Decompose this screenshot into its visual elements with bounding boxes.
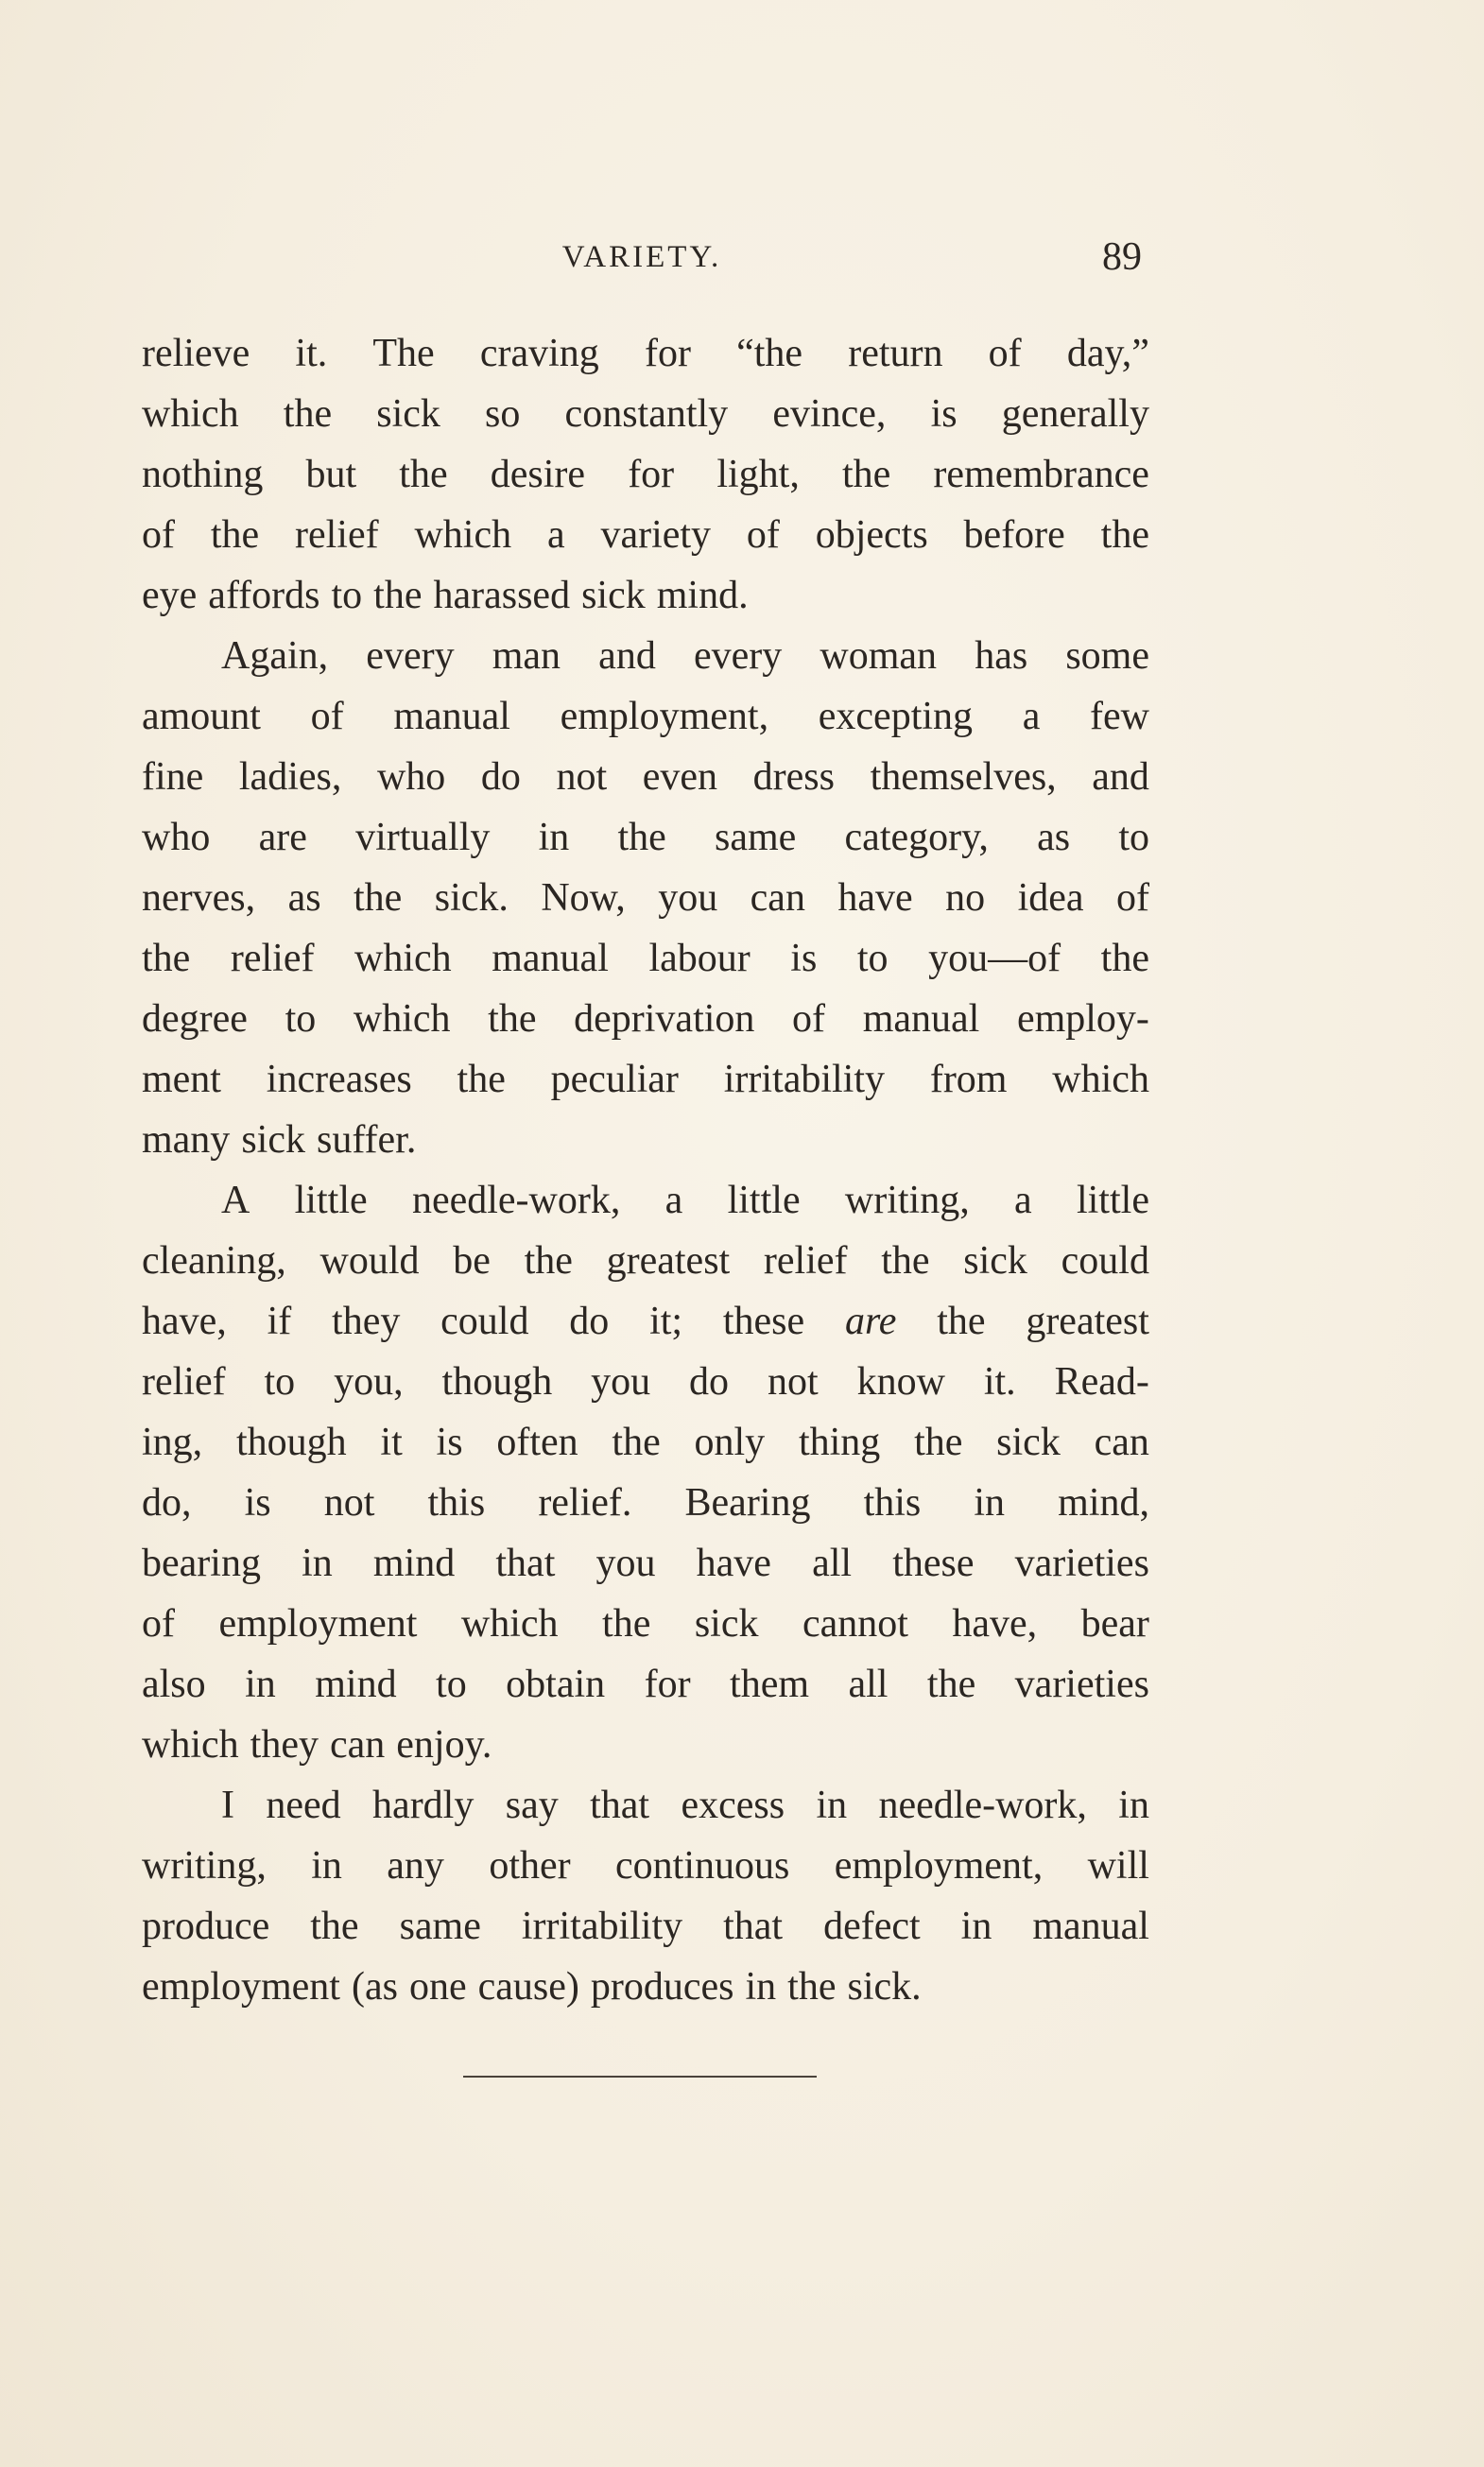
word: to [856,937,889,980]
word: this [863,1481,922,1525]
word: in [1118,1784,1149,1827]
word: not [767,1360,819,1404]
word: have, [952,1602,1038,1646]
word: the [457,1058,506,1101]
word: “the [736,332,803,375]
text-line [142,444,1149,505]
word: sick. [847,1965,922,2009]
text-line [142,1836,1149,1896]
word: the [310,1905,359,1948]
word: do [689,1360,730,1404]
word: idea [1017,876,1084,920]
word: all [812,1542,853,1585]
word: mind [315,1663,397,1706]
text-line [142,747,1149,807]
text-line [142,1170,1149,1231]
word: excepting [818,695,974,738]
word: have [837,876,913,920]
word: the [210,513,260,557]
word: for [644,1663,691,1706]
word: you, [334,1360,404,1404]
word: eye [142,574,198,617]
word: irritability [723,1058,886,1101]
word: employment [142,1965,340,2009]
word: that [495,1542,556,1585]
word: man [492,634,561,678]
word: (as [351,1965,398,2009]
word: every [366,634,455,678]
word: nerves, [142,876,256,920]
word: so [485,392,521,436]
word: return [848,332,943,375]
word: from [929,1058,1008,1101]
word: they [250,1723,319,1767]
word: the [617,816,666,859]
word: same [399,1905,481,1948]
text-line [142,1412,1149,1473]
word: is [790,937,818,980]
word: generally [1001,392,1149,436]
word: even [642,755,718,799]
word: in [960,1905,992,1948]
word: to [436,1663,467,1706]
word: in [311,1844,342,1888]
word: category, [844,816,989,859]
word: enjoy. [396,1723,492,1767]
word: A [221,1179,250,1222]
word: the [881,1239,930,1283]
word: in [302,1542,333,1585]
word: relief [763,1239,848,1283]
word: relief [230,937,315,980]
word: will [1087,1844,1149,1888]
word: affords [208,574,320,617]
word: can [329,1723,386,1767]
word: can [1094,1421,1149,1464]
text-line [142,384,1149,444]
text-line [142,989,1149,1049]
text-line [142,1896,1149,1957]
word: who [142,816,211,859]
word: in [816,1784,848,1827]
word: manual [393,695,510,738]
word: the [841,453,891,496]
word: though [441,1360,553,1404]
word: the [488,997,537,1041]
word: the [1100,513,1149,557]
word: be [453,1239,491,1283]
word: that [723,1905,784,1948]
text-line [142,807,1149,868]
word: as [1037,816,1071,859]
word: increases [266,1058,412,1101]
word: sick. [434,876,509,920]
word: are [844,1300,897,1343]
word: peculiar [550,1058,679,1101]
word: is [244,1481,271,1525]
word: before [963,513,1065,557]
word: few [1090,695,1149,738]
word: degree [142,997,248,1041]
word: sick [694,1602,759,1646]
word: for [628,453,675,496]
text-line [142,868,1149,928]
word: fine [142,755,204,799]
text-line [142,1473,1149,1533]
word: themselves, [870,755,1057,799]
word: produce [142,1905,270,1948]
word: also [142,1663,206,1706]
text-line [142,505,1149,565]
word: greatest [1026,1300,1149,1343]
word: any [387,1844,444,1888]
word: one [408,1965,467,2009]
word: needle-work, [878,1784,1087,1827]
word: dress [752,755,835,799]
word: it. [295,332,328,375]
word: of [792,997,826,1041]
word: Again, [221,634,329,678]
word: constantly [564,392,729,436]
text-line [142,686,1149,747]
word: sick [963,1239,1027,1283]
word: relieve [142,332,250,375]
body-text [142,323,1149,2017]
word: you [658,876,718,920]
word: employ- [1016,997,1149,1041]
word: some [1065,634,1149,678]
word: to [1118,816,1149,859]
word: the [787,1965,837,2009]
word: nothing [142,453,264,496]
word: and [1092,755,1149,799]
word: that [590,1784,650,1827]
word: the [283,392,333,436]
word: which [142,1723,239,1767]
word: it; [649,1300,683,1343]
word: to [331,574,363,617]
word: it [380,1421,403,1464]
word: I [221,1784,234,1827]
word: are [258,816,307,859]
word: which [142,392,239,436]
word: you—of [928,937,1061,980]
word: employment, [560,695,769,738]
word: Bearing [684,1481,811,1525]
word: but [305,453,357,496]
word: other [489,1844,571,1888]
text-line [142,1049,1149,1110]
word: varieties [1014,1663,1149,1706]
word: the [937,1300,986,1343]
text-line [142,1231,1149,1291]
word: deprivation [574,997,755,1041]
word: for [644,332,691,375]
word: of [310,695,344,738]
word: little [727,1179,801,1222]
word: in [974,1481,1006,1525]
word: objects [815,513,928,557]
word: of [142,1602,175,1646]
word: to [285,997,317,1041]
section-end-rule [463,2076,817,2078]
word: every [693,634,783,678]
word: relief [295,513,379,557]
word: you [591,1360,651,1404]
text-line [142,1594,1149,1654]
word: is [930,392,958,436]
word: sick [996,1421,1061,1464]
word: defect [823,1905,921,1948]
word: continuous [615,1844,790,1888]
word: obtain [506,1663,606,1706]
word: manual [1032,1905,1149,1948]
word: excess [681,1784,785,1827]
text-line [142,1352,1149,1412]
word: bearing [142,1542,261,1585]
word: sick [241,1118,305,1162]
word: the [142,937,191,980]
word: thing [798,1421,881,1464]
word: the [399,453,448,496]
word: relief [142,1360,226,1404]
word: it. [983,1360,1016,1404]
text-line [142,1110,1149,1170]
word: which [414,513,512,557]
word: not [556,755,608,799]
word: ing, [142,1421,203,1464]
text-line [142,1957,1149,2017]
word: often [496,1421,578,1464]
word: a [1014,1179,1032,1222]
word: you [595,1542,656,1585]
text-line [142,1291,1149,1352]
word: could [440,1300,529,1343]
word: varieties [1014,1542,1149,1585]
word: manual [492,937,609,980]
word: all [848,1663,889,1706]
word: do, [142,1481,192,1525]
word: sick [376,392,440,436]
text-line [142,928,1149,989]
word: the [354,876,403,920]
word: irritability [521,1905,683,1948]
word: a [1022,695,1041,738]
word: the [373,574,423,617]
word: need [266,1784,341,1827]
word: little [294,1179,368,1222]
word: a [664,1179,683,1222]
word: know [856,1360,945,1404]
word: light, [716,453,800,496]
word: them [730,1663,810,1706]
word: Now, [541,876,626,920]
word: cleaning, [142,1239,286,1283]
word: which [1052,1058,1149,1101]
word: craving [479,332,599,375]
word: which [460,1602,559,1646]
word: this [427,1481,486,1525]
word: mind, [1058,1481,1149,1525]
word: virtually [355,816,491,859]
word: in [245,1663,276,1706]
word: to [264,1360,296,1404]
running-title: VARIETY. [561,240,722,274]
word: of [988,332,1022,375]
word: the [914,1421,963,1464]
word: in [745,1965,777,2009]
word: many [142,1118,231,1162]
word: only [694,1421,766,1464]
word: who [376,755,446,799]
word: if [267,1300,292,1343]
word: greatest [606,1239,731,1283]
word: woman [820,634,938,678]
word: as [287,876,321,920]
word: no [945,876,986,920]
word: of [1115,876,1149,920]
word: which [353,997,451,1041]
word: sick [581,574,646,617]
word: has [975,634,1028,678]
word: ment [142,1058,221,1101]
word: writing, [844,1179,970,1222]
word: they [332,1300,401,1343]
word: the [602,1602,651,1646]
word: which [354,937,452,980]
word: do [569,1300,610,1343]
word: in [538,816,570,859]
word: mind. [656,574,749,617]
text-line [142,1715,1149,1775]
text-line [142,323,1149,384]
word: bear [1080,1602,1149,1646]
word: and [598,634,656,678]
word: remembrance [933,453,1149,496]
word: desire [490,453,586,496]
word: employment [218,1602,418,1646]
word: The [372,332,435,375]
word: needle-work, [411,1179,621,1222]
text-line [142,1654,1149,1715]
word: cannot [802,1602,908,1646]
word: little [1076,1179,1149,1222]
word: day,” [1066,332,1149,375]
word: harassed [433,574,571,617]
word: have, [142,1300,227,1343]
word: variety [600,513,712,557]
text-line [142,1775,1149,1836]
word: could [1061,1239,1149,1283]
word: writing, [142,1844,267,1888]
page-number: 89 [1102,235,1142,279]
word: evince, [772,392,887,436]
word: have [696,1542,771,1585]
word: Read- [1054,1360,1149,1404]
word: not [323,1481,375,1525]
word: these [722,1300,805,1343]
text-line [142,626,1149,686]
word: same [715,816,797,859]
word: relief. [538,1481,632,1525]
word: of [142,513,175,557]
word: cause) [477,1965,579,2009]
word: mind [372,1542,456,1585]
word: do [480,755,521,799]
word: manual [862,997,980,1041]
word: is [436,1421,463,1464]
word: the [1100,937,1149,980]
word: say [505,1784,559,1827]
word: though [235,1421,347,1464]
word: produces [590,1965,734,2009]
text-line [142,1533,1149,1594]
running-head [142,234,1142,282]
word: would [319,1239,420,1283]
word: hardly [372,1784,475,1827]
word: of [746,513,780,557]
word: labour [648,937,751,980]
word: amount [142,695,261,738]
text-line [142,565,1149,626]
word: these [892,1542,975,1585]
word: suffer. [316,1118,417,1162]
word: the [612,1421,661,1464]
word: a [546,513,565,557]
word: the [926,1663,976,1706]
word: employment, [834,1844,1044,1888]
word: can [750,876,805,920]
word: the [524,1239,573,1283]
word: ladies, [238,755,342,799]
